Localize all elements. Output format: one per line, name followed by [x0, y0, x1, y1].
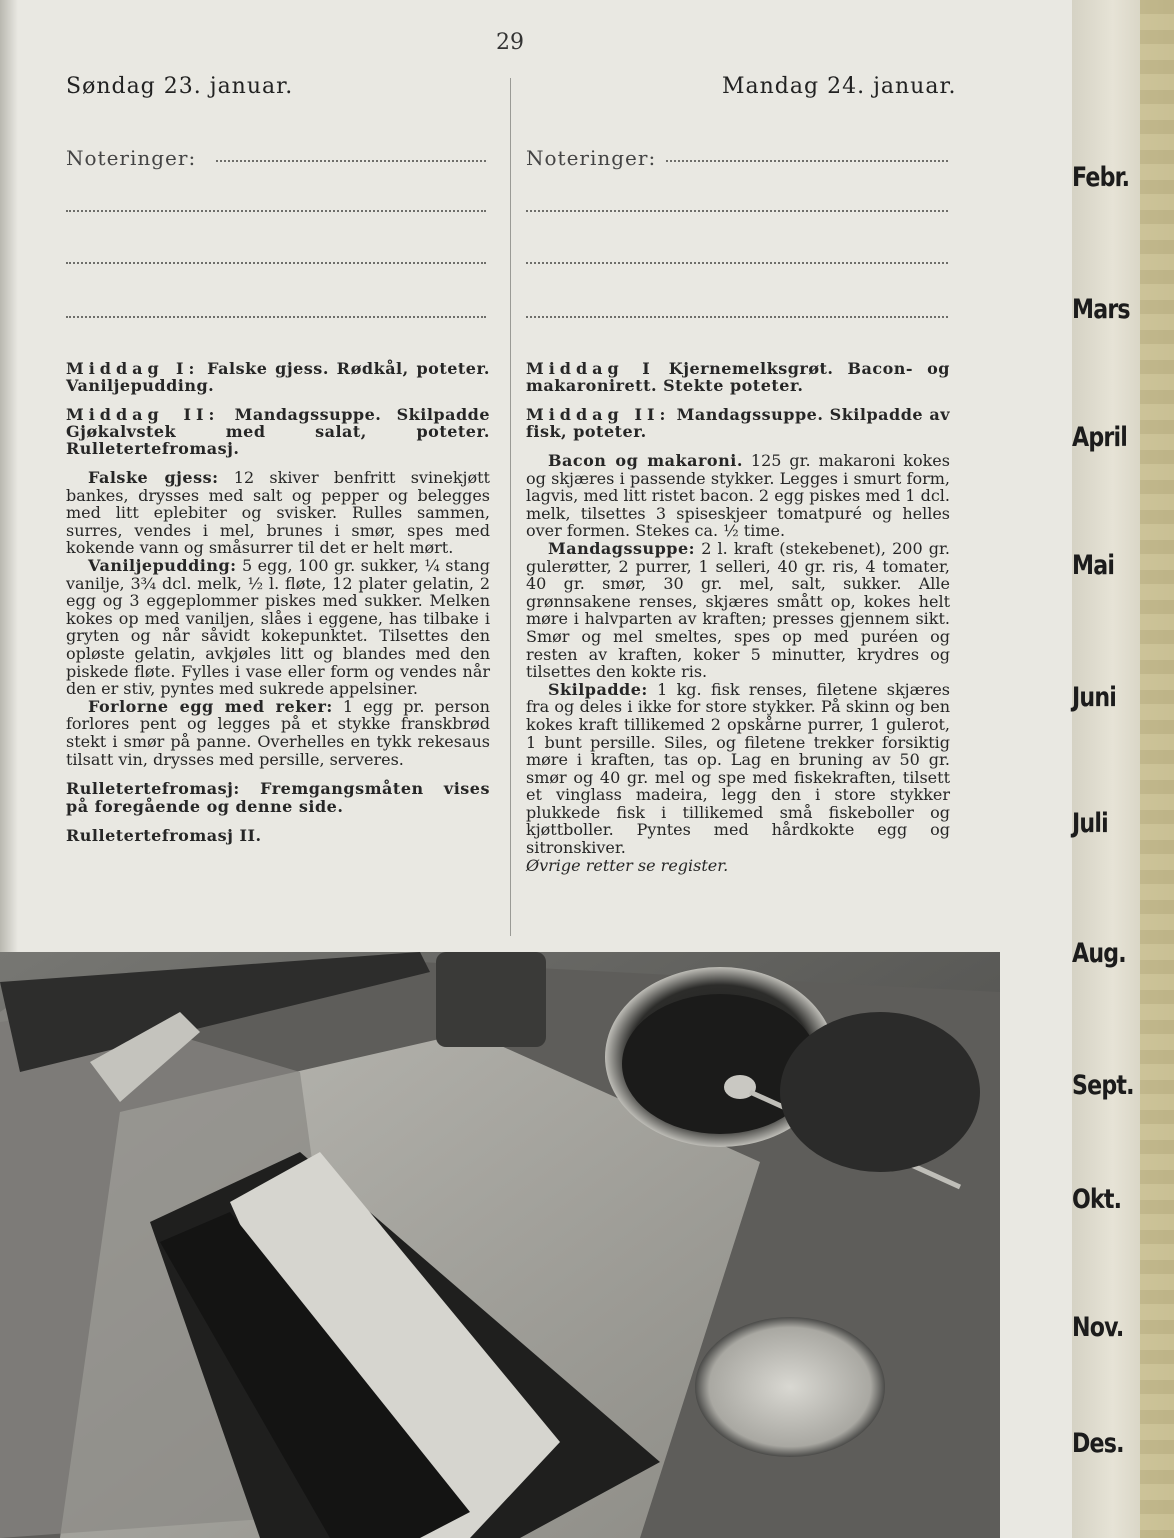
- left-recipe-rulletertefromasj: [66, 780, 490, 815]
- right-recipe-column: [526, 360, 950, 874]
- right-notes-line-3[interactable]: [526, 262, 948, 264]
- left-notes-line-3[interactable]: [66, 262, 486, 264]
- recipe-text: 125 gr. makaroni kokes og skjæres i passende stykker. Legges i smurt form, lagvis, med litt ristet bacon. 2 egg piskes med 1 dcl. melk, tilsettes 3 spiseskjeer tomatpuré og helles over formen. Stekes ca. ½ time.: [526, 451, 950, 541]
- tab-des[interactable]: Des.: [1072, 1428, 1124, 1459]
- tab-febr[interactable]: Febr.: [1072, 162, 1130, 193]
- right-menu-2-text: Mandagssuppe. Skilpadde av fisk, poteter.: [526, 405, 950, 441]
- left-notes-label: Noteringer:: [66, 146, 197, 170]
- left-day-title: Søndag 23. januar.: [66, 74, 294, 99]
- left-recipe-column: [66, 360, 490, 845]
- left-menu-2-text: Mandagssuppe. Skilpadde Gjøkalvstek med salat, poteter. Rulletertefromasj.: [66, 405, 491, 458]
- right-footer-register-note: Øvrige retter se register.: [526, 855, 729, 875]
- month-index-tabs: [1072, 0, 1174, 1538]
- right-menu-1: [526, 360, 950, 394]
- recipe-text: 1 egg pr. person forlores pent og legges på et stykke franskbrød stekt i smør på panne. Overhelles en tykk rekesaus tilsatt vin, drysses med persille, serveres.: [66, 696, 490, 769]
- left-menu-2-label: Middag II:: [66, 405, 220, 424]
- right-recipe-bacon-makaroni: [526, 452, 950, 540]
- tab-okt[interactable]: Okt.: [1072, 1184, 1122, 1215]
- right-notes-label: Noteringer:: [526, 146, 657, 170]
- recipe-text: 2 l. kraft (stekebenet), 200 gr. gulerøtter, 2 purrer, 1 selleri, 40 gr. ris, 4 tomater, 40 gr. smør, 30 gr. mel, salt, sukker. Alle grønnsakene renses, skjæres smått op, kokes helt møre i halvparten av kraften; presses gjennem sikt. Smør og mel smeltes, spes op med puréen og resten av kraften, koker 5 minutter, krydres og tilsettes den kokte ris.: [526, 538, 950, 682]
- recipe-title: Vaniljepudding:: [88, 555, 237, 575]
- tab-april[interactable]: April: [1072, 422, 1127, 453]
- right-notes-line-4[interactable]: [526, 316, 948, 318]
- tab-aug[interactable]: Aug.: [1072, 938, 1126, 969]
- recipe-title: Skilpadde:: [548, 679, 648, 699]
- recipe-title: Forlorne egg med reker:: [88, 696, 333, 716]
- left-notes-line-4[interactable]: [66, 316, 486, 318]
- recipe-title: Mandagssuppe:: [548, 538, 696, 558]
- left-recipe-forlorne-egg: [66, 698, 490, 768]
- tab-sept[interactable]: Sept.: [1072, 1070, 1134, 1101]
- right-menu-1-text: Kjernemelksgrøt. Bacon- og makaronirett. Stekte poteter.: [526, 359, 950, 395]
- right-menu-1-label: Middag I: [526, 359, 655, 378]
- left-menu-1-label: Middag I:: [66, 359, 200, 378]
- right-recipe-skilpadde: [526, 681, 950, 857]
- recipe-text: Fremgangsmåten vises på foregående og denne side.: [66, 779, 490, 816]
- right-menu-2: [526, 406, 950, 440]
- tab-mars[interactable]: Mars: [1072, 294, 1130, 325]
- right-menu-2-label: Middag II:: [526, 405, 671, 424]
- page-number: 29: [496, 30, 524, 55]
- recipe-title: Bacon og makaroni.: [548, 451, 743, 470]
- tab-edge: [1140, 0, 1174, 1538]
- right-notes-line-1[interactable]: [666, 160, 948, 162]
- recipe-text: 1 kg. fisk renses, filetene skjæres fra og deles i ikke for store stykker. På skinn og ben kokes kraft tillikemed 2 opskårne purrer, 1 gulerot, 1 bunt persille. Siles, og filetene trekker forsiktig møre i kraften, tas op. Lag en bruning av 50 gr. smør og 40 gr. mel og spe med fiskekraften, tilsett et vinglass madeira, legg den i store stykker plukkede fisk i tillikemed små fiskeboller og kjøttboller. Pyntes med hårdkokte egg og sitronskiver.: [526, 679, 950, 858]
- left-menu-2: [66, 406, 490, 457]
- column-divider: [510, 78, 511, 936]
- right-notes-line-2[interactable]: [526, 210, 948, 212]
- recipe-title: Rulletertefromasj:: [66, 779, 240, 799]
- recipe-title: Falske gjess:: [88, 468, 219, 487]
- left-notes-line-1[interactable]: [216, 160, 486, 162]
- recipe-text: 12 skiver benfritt svinekjøtt bankes, drysses med salt og pepper og belegges med litt eplebiter og svisker. Rulles sammen, surres, vendes i mel, brunes i smør, spes med kokende vann og småsurrer til det er helt mørt.: [66, 468, 490, 558]
- left-recipe-vaniljepudding: [66, 557, 490, 698]
- tab-juni[interactable]: Juni: [1072, 682, 1117, 713]
- tab-juli[interactable]: Juli: [1072, 808, 1108, 839]
- right-day-title: Mandag 24. januar.: [722, 74, 957, 99]
- right-recipe-mandagssuppe: [526, 540, 950, 681]
- left-recipe-rulletertefromasj-2: Rulletertefromasj II.: [66, 826, 262, 846]
- tab-nov[interactable]: Nov.: [1072, 1312, 1124, 1343]
- photograph-illustration: [0, 952, 1000, 1538]
- left-menu-1: [66, 360, 490, 394]
- recipe-text: 5 egg, 100 gr. sukker, ¼ stang vanilje, 3¾ dcl. melk, ½ l. fløte, 12 plater gelatin, 2 egg og 3 eggeplommer piskes med sukker. Melken kokes op med vaniljen, slåes i eggene, has tilbake i gryten og når såvidt kokepunktet. Tilsettes den opløste gelatin, avkjøles litt og blandes med den piskede fløte. Fylles i vase eller form og vendes når den er stiv, pyntes med sukrede appelsiner.: [66, 555, 491, 699]
- left-notes-line-2[interactable]: [66, 210, 486, 212]
- left-recipe-falske-gjess: [66, 469, 490, 557]
- tab-mai[interactable]: Mai: [1072, 550, 1115, 581]
- recipe-photograph: [0, 952, 1000, 1538]
- left-menu-1-text: Falske gjess. Rødkål, poteter. Vaniljepudding.: [66, 359, 491, 395]
